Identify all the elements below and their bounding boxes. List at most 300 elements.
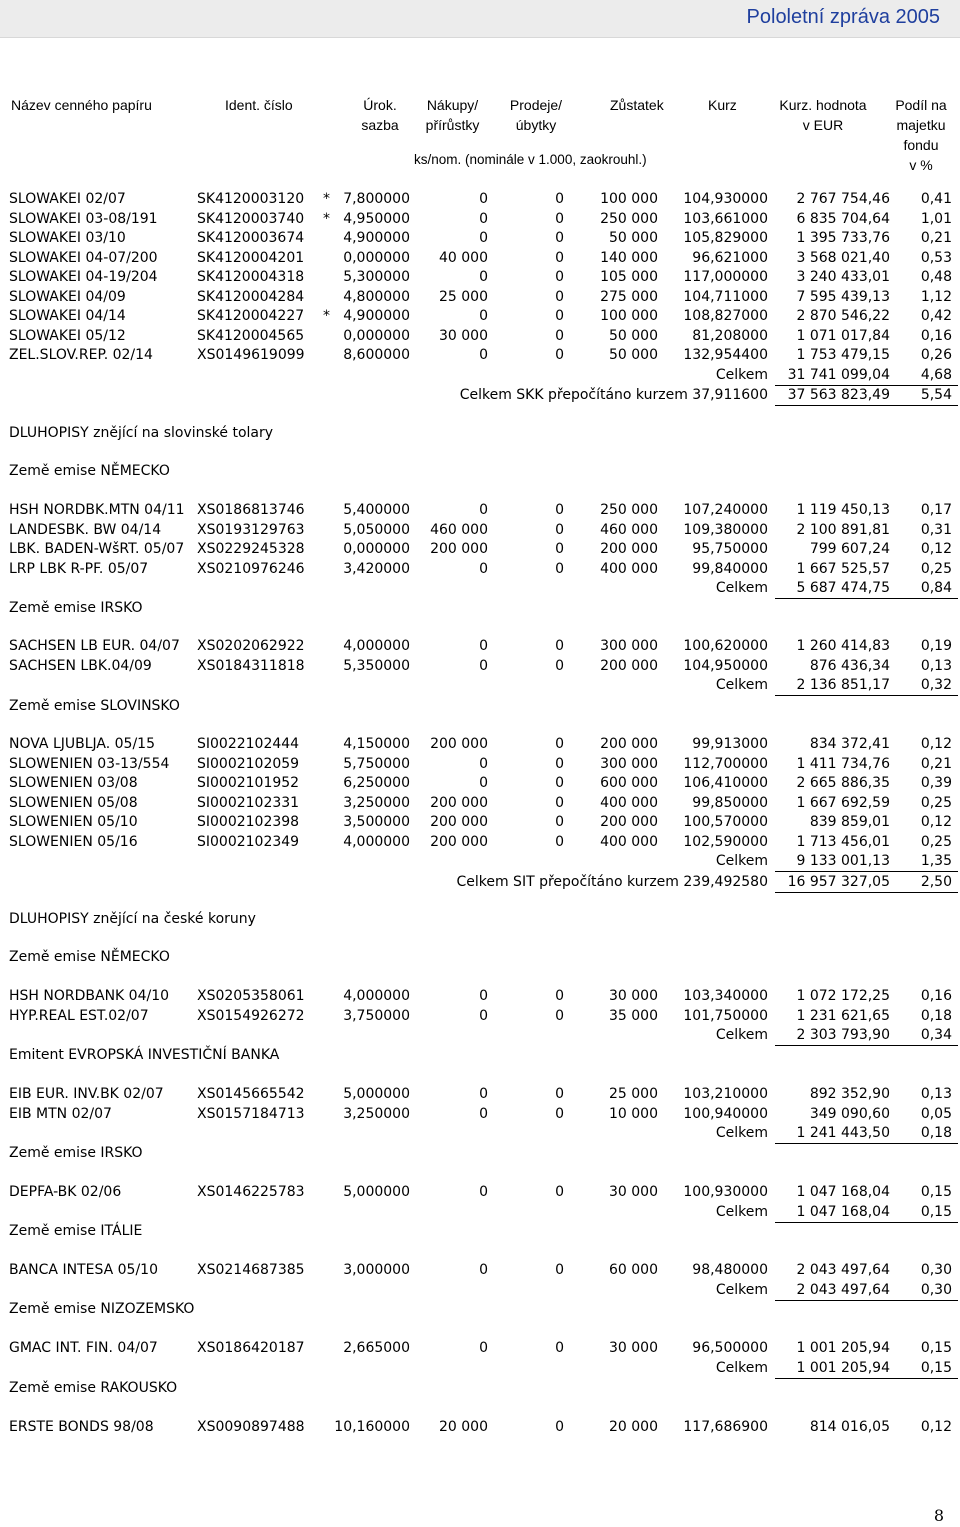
balance: 60 000 [609,1262,658,1278]
balance: 250 000 [600,502,658,518]
purchases: 0 [479,1262,488,1278]
total-row [0,1281,960,1300]
purchases: 0 [479,230,488,246]
sales: 0 [555,833,564,850]
bond-isin: SI0002102349 [197,833,300,850]
bond-isin: XS0202062922 [197,638,305,654]
bond-name: SACHSEN LBK.04/09 [9,657,152,674]
sales: 0 [555,502,564,518]
value-eur: 834 372,41 [809,736,890,752]
bond-isin: SK4120003120 [197,191,305,207]
sales: 0 [555,1184,564,1200]
header-units-note: ks/nom. (nominále v 1.000, zaokrouhl.) [414,152,647,167]
bond-isin: SK4120004318 [197,269,305,285]
total-row [0,366,960,385]
price: 108,827000 [683,308,768,324]
total-value: 1 047 168,04 [775,1203,890,1223]
bond-name: SLOWENIEN 05/10 [9,814,138,830]
value-eur: 1 667 692,59 [796,794,890,811]
section-ireland: Země emise IRSKO [9,600,143,616]
balance: 20 000 [609,1419,658,1435]
purchases: 0 [479,755,488,772]
fund-share: 0,25 [920,794,952,811]
fund-share: 0,39 [920,775,952,791]
purchases: 200 000 [430,736,488,752]
table-row [0,501,960,520]
value-eur: 2 043 497,64 [796,1262,890,1278]
bond-name: LBK. BADEN-WšRT. 05/07 [9,541,185,557]
bond-name: SACHSEN LB EUR. 04/07 [9,638,180,654]
table-row [0,327,960,346]
total-value: 31 741 099,04 [775,366,890,386]
value-eur: 3 240 433,01 [796,269,890,285]
price: 117,000000 [683,269,768,285]
purchases: 0 [479,502,488,518]
bond-name: NOVA LJUBLJA. 05/15 [9,736,155,752]
purchases: 200 000 [430,794,488,811]
value-eur: 1 411 734,76 [796,755,890,772]
value-eur: 799 607,24 [809,541,890,557]
fund-share: 0,12 [920,736,952,752]
bond-name: EIB MTN 02/07 [9,1105,112,1122]
price: 104,950000 [683,657,768,674]
price: 95,750000 [692,541,768,557]
total-share-value: 2,50 [920,873,952,890]
price: 99,840000 [692,560,768,577]
sales: 0 [555,736,564,752]
bond-name: SLOWAKEI 02/07 [9,191,126,207]
sales: 0 [555,521,564,538]
total-share-value: 4,68 [920,366,952,383]
table-row [0,794,960,813]
bond-name: HYP.REAL EST.02/07 [9,1007,149,1024]
value-eur: 876 436,34 [809,657,890,674]
interest-rate: 5,350000 [343,657,410,674]
total-share-value: 0,18 [920,1125,952,1141]
bond-name: GMAC INT. FIN. 04/07 [9,1340,158,1356]
table-row [0,735,960,754]
header-sell: Prodeje/ úbytky [509,97,563,133]
total-value: 37 563 823,49 [775,386,890,406]
total-share-value: 0,34 [920,1027,952,1043]
sales: 0 [555,755,564,772]
interest-rate: 5,300000 [343,269,410,285]
fund-share: 0,13 [920,657,952,674]
section-germany-czk: Země emise NĚMECKO [9,949,170,965]
total-value: 5 687 474,75 [775,579,890,599]
price: 107,240000 [683,502,768,518]
fund-share: 0,41 [920,191,952,207]
bond-isin: XS0154926272 [197,1007,305,1024]
fund-share: 0,12 [920,1419,952,1435]
price: 103,340000 [683,988,768,1004]
total-label: Celkem SIT přepočítáno kurzem 239,492580 [456,873,768,890]
sales: 0 [555,347,564,363]
table-row [0,755,960,774]
header-share: Podíl na majetku fondu v % [895,97,947,173]
total-label: Celkem [715,1281,768,1298]
total-share [890,1026,958,1046]
interest-rate: 5,000000 [343,1086,410,1102]
total-label: Celkem SKK přepočítáno kurzem 37,911600 [459,387,768,403]
interest-rate: 5,050000 [343,521,410,538]
table-row [0,1085,960,1104]
header-buy: Nákupy/ přírůstky [425,97,480,133]
interest-rate: 4,950000 [343,210,410,227]
balance: 140 000 [600,249,658,266]
interest-rate: 5,400000 [343,502,410,518]
interest-rate: 3,750000 [343,1007,410,1024]
total-label: Celkem [715,1359,768,1376]
balance: 200 000 [600,657,658,674]
total-row [0,873,960,892]
purchases: 0 [479,988,488,1004]
interest-rate: 4,900000 [343,308,410,324]
purchases: 0 [479,1340,488,1356]
table-row [0,307,960,326]
sales: 0 [555,327,564,344]
total-share [890,1359,958,1379]
table-row [0,657,960,676]
bond-name: SLOWAKEI 04/14 [9,308,126,324]
sales: 0 [555,794,564,811]
balance: 30 000 [609,1340,658,1356]
interest-rate: 3,250000 [343,794,410,811]
bond-isin: XS0157184713 [197,1105,305,1122]
section-italy: Země emise ITÁLIE [9,1223,143,1239]
fund-share: 0,12 [920,541,952,557]
balance: 50 000 [609,230,658,246]
price: 105,829000 [683,230,768,246]
value-eur: 6 835 704,64 [796,210,890,227]
header-name: Název cenného papíru [11,97,152,113]
price: 117,686900 [683,1419,768,1435]
purchases: 20 000 [439,1419,488,1435]
interest-rate: 7,800000 [343,191,410,207]
interest-rate: 0,000000 [343,327,410,344]
table-row [0,521,960,540]
bond-name: LRP LBK R-PF. 05/07 [9,560,149,577]
bond-isin: SK4120004227 [197,308,305,324]
total-share [890,873,958,893]
balance: 400 000 [600,560,658,577]
total-share-value: 5,54 [920,387,952,403]
price: 112,700000 [683,755,768,772]
interest-rate: 2,665000 [343,1340,410,1356]
bond-name: SLOWAKEI 04-19/204 [9,269,158,285]
fund-share: 1,12 [920,288,952,305]
fund-share: 0,31 [920,521,952,538]
table-row [0,540,960,559]
page-number: 8 [933,1506,944,1525]
bond-isin: XS0229245328 [197,541,305,557]
sales: 0 [555,1419,564,1435]
bond-isin: SI0002102059 [197,755,300,772]
section-slovenia: Země emise SLOVINSKO [9,698,180,714]
value-eur: 1 395 733,76 [796,230,890,246]
bond-name: SLOWAKEI 03/10 [9,230,126,246]
purchases: 200 000 [430,541,488,557]
sales: 0 [555,1007,564,1024]
bond-name: LANDESBK. BW 04/14 [9,521,162,538]
fund-share: 0,17 [920,502,952,518]
interest-rate: 3,500000 [343,814,410,830]
bond-name: SLOWENIEN 03/08 [9,775,138,791]
price: 96,500000 [692,1340,768,1356]
bond-isin: SK4120003740 [197,210,305,227]
sales: 0 [555,657,564,674]
total-row [0,1124,960,1143]
table-row [0,190,960,209]
bond-isin: XS0205358061 [197,988,305,1004]
value-eur: 2 870 546,22 [796,308,890,324]
total-label: Celkem [715,1027,768,1043]
balance: 50 000 [609,347,658,363]
table-row [0,210,960,229]
price: 103,661000 [683,210,768,227]
bond-name: BANCA INTESA 05/10 [9,1262,158,1278]
total-label: Celkem [715,1203,768,1220]
value-eur: 7 595 439,13 [796,288,890,305]
section-sit-bonds: DLUHOPISY znějící na slovinské tolary [9,425,274,441]
bond-isin: XS0214687385 [197,1262,305,1278]
total-share-value: 0,15 [920,1359,952,1376]
price: 132,954400 [683,347,768,363]
bond-isin: SK4120004565 [197,327,305,344]
bond-isin: XS0149619099 [197,347,305,363]
interest-rate: 3,000000 [343,1262,410,1278]
price: 99,913000 [692,736,768,752]
rate-marker: * [323,210,330,227]
value-eur: 1 001 205,94 [796,1340,890,1356]
interest-rate: 6,250000 [343,775,410,791]
table-row [0,249,960,268]
total-row [0,852,960,871]
purchases: 0 [479,347,488,363]
purchases: 0 [479,657,488,674]
total-share-value: 0,30 [920,1281,952,1298]
value-eur: 2 100 891,81 [796,521,890,538]
interest-rate: 4,150000 [343,736,410,752]
total-share-value: 0,32 [920,677,952,693]
total-share [890,366,958,386]
purchases: 0 [479,775,488,791]
fund-share: 0,13 [920,1086,952,1102]
table-row [0,229,960,248]
header-isin: Ident. číslo [225,97,293,113]
balance: 300 000 [600,638,658,654]
bond-isin: XS0146225783 [197,1184,305,1200]
value-eur: 839 859,01 [809,814,890,830]
interest-rate: 4,000000 [343,988,410,1004]
interest-rate: 8,600000 [343,347,410,363]
interest-rate: 3,250000 [343,1105,410,1122]
section-austria: Země emise RAKOUSKO [9,1380,178,1396]
interest-rate: 0,000000 [343,249,410,266]
balance: 35 000 [609,1007,658,1024]
balance: 50 000 [609,327,658,344]
total-label: Celkem [715,366,768,383]
balance: 10 000 [609,1105,658,1122]
total-row [0,1359,960,1378]
total-row [0,1203,960,1222]
sales: 0 [555,814,564,830]
bond-isin: SK4120004201 [197,249,305,266]
sales: 0 [555,288,564,305]
value-eur: 2 665 886,35 [796,775,890,791]
section-germany: Země emise NĚMECKO [9,463,170,479]
total-row [0,1026,960,1045]
page-banner [0,0,960,38]
total-share [890,1203,958,1223]
purchases: 0 [479,1086,488,1102]
sales: 0 [555,210,564,227]
section-eib: Emitent EVROPSKÁ INVESTIČNÍ BANKA [9,1047,280,1063]
balance: 200 000 [600,736,658,752]
total-share [890,1281,958,1301]
purchases: 25 000 [439,288,488,305]
balance: 100 000 [600,308,658,324]
header-balance: Zůstatek [610,97,664,113]
balance: 275 000 [600,288,658,305]
table-row [0,833,960,852]
bond-isin: SI0002102398 [197,814,300,830]
price: 100,940000 [683,1105,768,1122]
balance: 400 000 [600,794,658,811]
price: 109,380000 [683,521,768,538]
table-row [0,1007,960,1026]
total-share-value: 1,35 [920,853,952,869]
bond-name: SLOWENIEN 05/16 [9,833,138,850]
fund-share: 0,42 [920,308,952,324]
fund-share: 0,25 [920,833,952,850]
interest-rate: 4,000000 [343,638,410,654]
table-row [0,1105,960,1124]
value-eur: 1 072 172,25 [796,988,890,1004]
total-share [890,579,958,599]
purchases: 0 [479,210,488,227]
total-share [890,1124,958,1144]
table-row [0,1183,960,1202]
total-value: 2 136 851,17 [775,676,890,696]
value-eur: 1 753 479,15 [796,347,890,363]
fund-share: 0,15 [920,1184,952,1200]
sales: 0 [555,1262,564,1278]
fund-share: 1,01 [920,210,952,227]
bond-name: SLOWAKEI 05/12 [9,327,126,344]
price: 81,208000 [692,327,768,344]
total-value: 1 001 205,94 [775,1359,890,1379]
bond-name: ZEL.SLOV.REP. 02/14 [9,347,153,363]
price: 99,850000 [692,794,768,811]
fund-share: 0,48 [920,269,952,285]
section-ireland-czk: Země emise IRSKO [9,1145,143,1161]
interest-rate: 4,000000 [343,833,410,850]
value-eur: 1 047 168,04 [796,1184,890,1200]
bond-name: SLOWAKEI 04/09 [9,288,126,305]
total-share-value: 0,15 [920,1203,952,1220]
total-label: Celkem [715,677,768,693]
bond-name: SLOWAKEI 03-08/191 [9,210,158,227]
value-eur: 3 568 021,40 [796,249,890,266]
purchases: 200 000 [430,833,488,850]
price: 104,711000 [683,288,768,305]
bond-isin: XS0145665542 [197,1086,305,1102]
total-row [0,676,960,695]
bond-name: DEPFA-BK 02/06 [9,1184,122,1200]
table-row [0,560,960,579]
price: 102,590000 [683,833,768,850]
price: 98,480000 [692,1262,768,1278]
bond-name: HSH NORDBANK 04/10 [9,988,170,1004]
fund-share: 0,21 [920,230,952,246]
sales: 0 [555,249,564,266]
purchases: 40 000 [439,249,488,266]
fund-share: 0,05 [920,1105,952,1122]
table-row [0,1261,960,1280]
fund-share: 0,25 [920,560,952,577]
price: 104,930000 [683,191,768,207]
sales: 0 [555,560,564,577]
header-kurz: Kurz [708,97,737,113]
price: 100,620000 [683,638,768,654]
fund-share: 0,15 [920,1340,952,1356]
bond-isin: SI0002101952 [197,775,300,791]
interest-rate: 5,000000 [343,1184,410,1200]
bond-name: HSH NORDBK.MTN 04/11 [9,502,185,518]
header-rate: Úrok. sazba [361,97,399,133]
value-eur: 892 352,90 [809,1086,890,1102]
balance: 400 000 [600,833,658,850]
purchases: 0 [479,1007,488,1024]
balance: 300 000 [600,755,658,772]
interest-rate: 4,800000 [343,288,410,305]
interest-rate: 10,160000 [334,1419,410,1435]
purchases: 0 [479,191,488,207]
bond-isin: XS0186420187 [197,1340,305,1356]
table-row [0,288,960,307]
table-row [0,1418,960,1437]
table-row [0,637,960,656]
table-row [0,813,960,832]
purchases: 0 [479,1184,488,1200]
price: 106,410000 [683,775,768,791]
sales: 0 [555,988,564,1004]
fund-share: 0,12 [920,814,952,830]
interest-rate: 5,750000 [343,755,410,772]
bond-isin: XS0090897488 [197,1419,305,1435]
sales: 0 [555,308,564,324]
sales: 0 [555,191,564,207]
value-eur: 1 119 450,13 [796,502,890,518]
fund-share: 0,53 [920,249,952,266]
table-row [0,1339,960,1358]
total-row [0,386,960,405]
total-value: 16 957 327,05 [775,873,890,893]
total-label: Celkem [715,1125,768,1141]
fund-share: 0,21 [920,755,952,772]
sales: 0 [555,1086,564,1102]
rate-marker: * [323,191,330,207]
balance: 30 000 [609,988,658,1004]
price: 100,930000 [683,1184,768,1200]
interest-rate: 3,420000 [343,560,410,577]
bond-isin: XS0193129763 [197,521,305,538]
interest-rate: 4,900000 [343,230,410,246]
total-share [890,852,958,872]
sales: 0 [555,230,564,246]
bond-name: SLOWENIEN 03-13/554 [9,755,170,772]
